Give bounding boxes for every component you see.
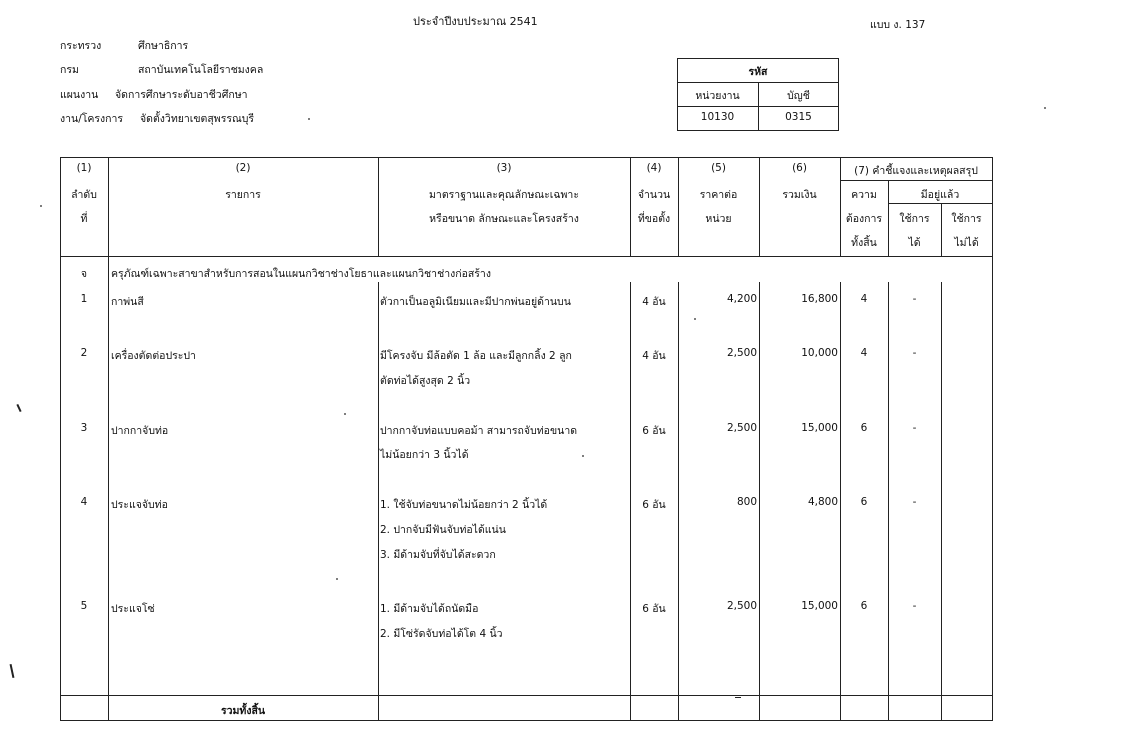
row-total: 15,000: [801, 422, 838, 434]
info-value-ministry: ศึกษาธิการ: [138, 40, 189, 52]
col2-label: รายการ: [225, 189, 261, 201]
scan-speck: [308, 118, 310, 120]
scan-speck: [582, 455, 584, 457]
col1-label-line2: ที่: [80, 213, 88, 225]
scan-speck: [694, 318, 696, 320]
row-total: 15,000: [801, 600, 838, 612]
row-number: 4: [80, 496, 88, 508]
row-spec-line: 1. ใช้จับท่อขนาดไม่น้อยกว่า 2 นิ้วได้: [380, 499, 548, 511]
scan-mark: [10, 664, 15, 678]
row-number: 3: [80, 422, 88, 434]
info-label-plan: แผนงาน: [60, 89, 99, 101]
row-unit-price: 4,200: [726, 293, 757, 305]
col4-label-line2: ที่ขอตั้ง: [637, 213, 671, 225]
info-label-department: กรม: [60, 64, 79, 76]
info-label-project: งาน/โครงการ: [60, 113, 124, 125]
row-total: 16,800: [801, 293, 838, 305]
row-spec-line: ตัวกาเป็นอลูมิเนียมและมีปากพ่นอยู่ด้านบน: [380, 296, 571, 308]
col7-need-line1: ความ: [851, 189, 877, 201]
col6-label: รวมเงิน: [782, 189, 817, 201]
row-total: 10,000: [801, 347, 838, 359]
row-usable: -: [912, 347, 917, 359]
code-account-header: บัญชี: [787, 90, 810, 102]
col6-number: (6): [792, 162, 807, 174]
info-label-ministry: กระทรวง: [60, 40, 102, 52]
scan-speck: [1044, 107, 1046, 109]
col7-title: (7) คำชี้แจงและเหตุผลสรุป: [854, 165, 978, 177]
row-item: กาพ่นสี: [111, 296, 144, 308]
col3-number: (3): [496, 162, 512, 174]
row-total: 4,800: [807, 496, 838, 508]
row-item: ประแจจับท่อ: [111, 499, 168, 511]
info-value-department: สถาบันเทคโนโลยีราชมงคล: [138, 64, 264, 76]
row-usable: -: [912, 293, 917, 305]
col3-label-line1: มาตราฐานและคุณลักษณะเฉพาะ: [429, 189, 579, 201]
row-usable: -: [912, 496, 917, 508]
row-item: ประแจโซ่: [111, 603, 155, 615]
row-quantity: 6 อัน: [642, 603, 666, 615]
row-spec-line: 3. มีด้ามจับที่จับได้สะดวก: [380, 549, 496, 561]
row-unit-price: 2,500: [726, 347, 757, 359]
row-quantity: 4 อัน: [642, 296, 666, 308]
col4-label-line1: จำนวน: [637, 189, 671, 201]
row-need: 6: [860, 600, 868, 612]
scan-speck: [40, 205, 42, 207]
row-unit-price: 2,500: [726, 600, 757, 612]
row-quantity: 6 อัน: [642, 425, 666, 437]
document-title: ประจำปีงบประมาณ 2541: [413, 15, 538, 28]
row-spec-line: 1. มีด้ามจับได้ถนัดมือ: [380, 603, 479, 615]
row-spec-line: มีโครงจับ มีล้อตัด 1 ล้อ และมีลูกกลิ้ง 2 ลูก: [380, 350, 572, 362]
col7-need-line3: ทั้งสิ้น: [851, 237, 877, 249]
scan-speck: [336, 578, 338, 580]
form-code: แบบ ง. 137: [870, 19, 926, 31]
row-quantity: 6 อัน: [642, 499, 666, 511]
col7-need-line2: ต้องการ: [845, 213, 883, 225]
scan-speck: [344, 413, 346, 415]
group-code: จ: [80, 268, 88, 280]
group-title: ครุภัณฑ์เฉพาะสาขาสำหรับการสอนในแผนกวิชาช่างโยธาและแผนกวิชาช่างก่อสร้าง: [111, 268, 491, 280]
row-spec-line: ตัดท่อได้สูงสุด 2 นิ้ว: [380, 375, 471, 387]
col3-label-line2: หรือขนาด ลักษณะและโครงสร้าง: [429, 213, 579, 225]
col2-number: (2): [235, 162, 251, 174]
info-value-project: จัดตั้งวิทยาเขตสุพรรณบุรี: [140, 113, 255, 125]
col5-label-line2: หน่วย: [705, 213, 732, 225]
col7-have-label: มีอยู่แล้ว: [920, 189, 960, 201]
info-value-plan: จัดการศึกษาระดับอาชีวศึกษา: [115, 89, 248, 101]
code-account-value: 0315: [785, 111, 812, 123]
col4-number: (4): [646, 162, 662, 174]
col7-usable-line1: ใช้การ: [899, 213, 930, 225]
row-number: 1: [80, 293, 88, 305]
code-box-title: รหัส: [748, 66, 768, 78]
row-unit-price: 2,500: [726, 422, 757, 434]
code-agency-header: หน่วยงาน: [695, 90, 740, 102]
row-number: 5: [80, 600, 88, 612]
row-need: 6: [860, 422, 868, 434]
row-quantity: 4 อัน: [642, 350, 666, 362]
row-usable: -: [912, 600, 917, 612]
col7-unusable-line2: ไม่ได้: [954, 237, 979, 249]
scan-mark: [16, 404, 21, 412]
row-spec-line: 2. ปากจับมีฟันจับท่อได้แน่น: [380, 524, 506, 536]
scan-mark: [735, 697, 741, 698]
col1-label-line1: ลำดับ: [71, 189, 97, 201]
row-spec-line: ไม่น้อยกว่า 3 นิ้วได้: [380, 449, 469, 461]
row-need: 4: [860, 347, 868, 359]
row-item: เครื่องตัดต่อประปา: [111, 350, 196, 362]
grand-total-label: รวมทั้งสิ้น: [220, 705, 266, 717]
col5-number: (5): [711, 162, 726, 174]
col5-label-line1: ราคาต่อ: [699, 189, 738, 201]
row-usable: -: [912, 422, 917, 434]
col7-usable-line2: ได้: [908, 237, 921, 249]
row-number: 2: [80, 347, 88, 359]
code-agency-value: 10130: [700, 111, 735, 123]
row-need: 6: [860, 496, 868, 508]
row-unit-price: 800: [736, 496, 757, 508]
row-item: ปากกาจับท่อ: [111, 425, 169, 437]
row-spec-line: 2. มีโซ่รัดจับท่อได้โต 4 นิ้ว: [380, 628, 503, 640]
col1-number: (1): [76, 162, 92, 174]
row-need: 4: [860, 293, 868, 305]
col7-unusable-line1: ใช้การ: [951, 213, 982, 225]
row-spec-line: ปากกาจับท่อแบบคอม้า สามารถจับท่อขนาด: [380, 425, 578, 437]
